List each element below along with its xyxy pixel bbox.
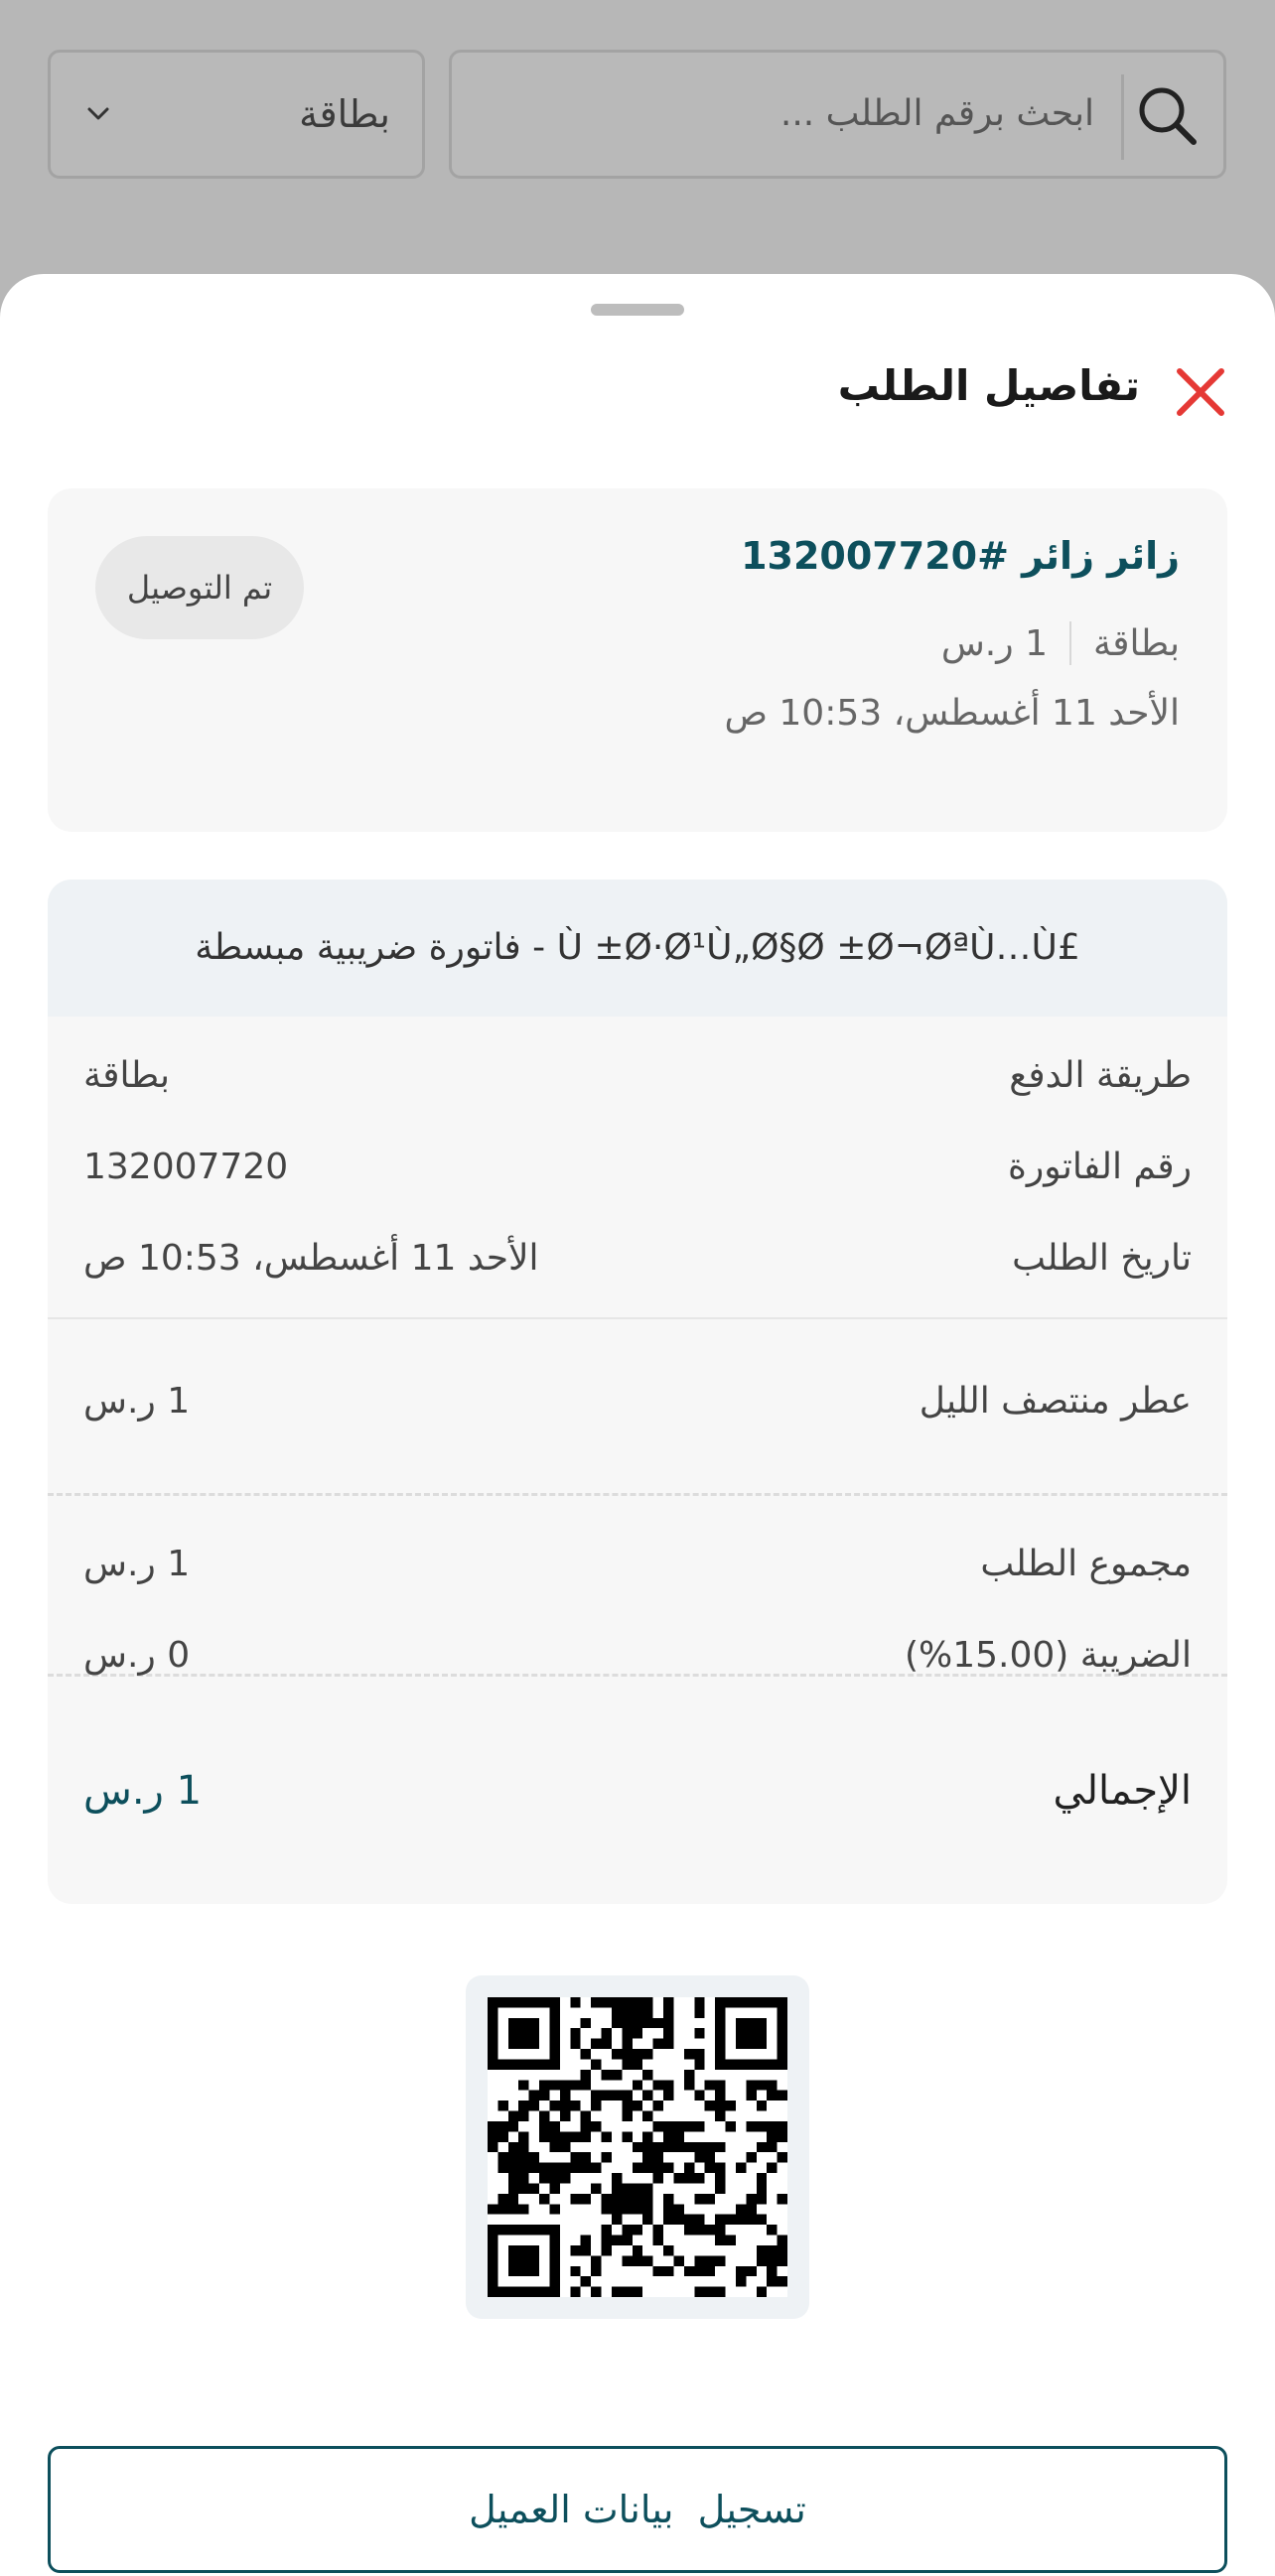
invoice-number-label: رقم الفاتورة xyxy=(1007,1147,1192,1187)
meta-separator xyxy=(1069,621,1071,665)
item-name: عطر منتصف الليل xyxy=(919,1381,1192,1422)
tax-value: 0 ر.س xyxy=(83,1635,191,1676)
total-row xyxy=(48,1761,1227,1821)
invoice-number-value: 132007720 xyxy=(83,1147,289,1187)
register-customer-button[interactable]: تسجيل بيانات العميل xyxy=(48,2446,1227,2573)
total-label: الإجمالي xyxy=(1053,1768,1192,1814)
subtotal-label: مجموع الطلب xyxy=(980,1544,1192,1584)
order-meta xyxy=(941,613,1180,673)
order-date-label: تاريخ الطلب xyxy=(1012,1238,1192,1279)
payment-method-label: طريقة الدفع xyxy=(1009,1055,1192,1096)
sheet-title: تفاصيل الطلب xyxy=(837,361,1140,410)
search-divider xyxy=(1121,74,1124,160)
total-value: 1 ر.س xyxy=(83,1768,203,1814)
invoice-card xyxy=(48,880,1227,1904)
invoice-row-payment-method xyxy=(48,1046,1227,1106)
subtotal-value: 1 ر.س xyxy=(83,1544,191,1584)
divider xyxy=(48,1317,1227,1319)
drag-handle[interactable] xyxy=(591,304,684,316)
qr-code xyxy=(488,1997,787,2297)
tax-label: الضريبة (15.00%) xyxy=(904,1635,1192,1676)
close-icon[interactable] xyxy=(1174,365,1227,419)
invoice-header: فاتورة ضريبية مبسطة - Ù ±Ø·Ø¹Ù„Ø§Ø ±Ø¬ØªÙ…Ù£ xyxy=(48,880,1227,1017)
search-icon[interactable] xyxy=(1132,80,1202,150)
order-date: الأحد 11 أغسطس، 10:53 ص xyxy=(724,693,1180,734)
invoice-row-order-date xyxy=(48,1229,1227,1288)
dashed-divider xyxy=(48,1493,1227,1496)
payment-method-value: بطاقة xyxy=(83,1055,171,1096)
order-amount: 1 ر.س xyxy=(940,622,1048,664)
qr-code-container xyxy=(466,1975,809,2319)
background-toolbar xyxy=(0,0,1275,288)
order-payment-method: بطاقة xyxy=(1092,622,1180,664)
search-input[interactable] xyxy=(449,50,1226,179)
invoice-item-row xyxy=(48,1372,1227,1431)
filter-selected-value: بطاقة xyxy=(299,92,390,136)
payment-filter-select[interactable] xyxy=(48,50,425,179)
order-customer-number: زائر زائر #132007720 xyxy=(741,534,1180,578)
tax-row xyxy=(48,1626,1227,1686)
order-date-value: الأحد 11 أغسطس، 10:53 ص xyxy=(83,1238,539,1279)
order-details-sheet xyxy=(0,274,1275,2576)
chevron-down-icon xyxy=(80,96,116,132)
search-placeholder: ابحث برقم الطلب ... xyxy=(779,93,1094,134)
order-summary-card xyxy=(48,488,1227,832)
status-badge: تم التوصيل xyxy=(95,536,304,639)
subtotal-row xyxy=(48,1535,1227,1594)
invoice-row-number xyxy=(48,1138,1227,1197)
item-price: 1 ر.س xyxy=(83,1381,191,1422)
